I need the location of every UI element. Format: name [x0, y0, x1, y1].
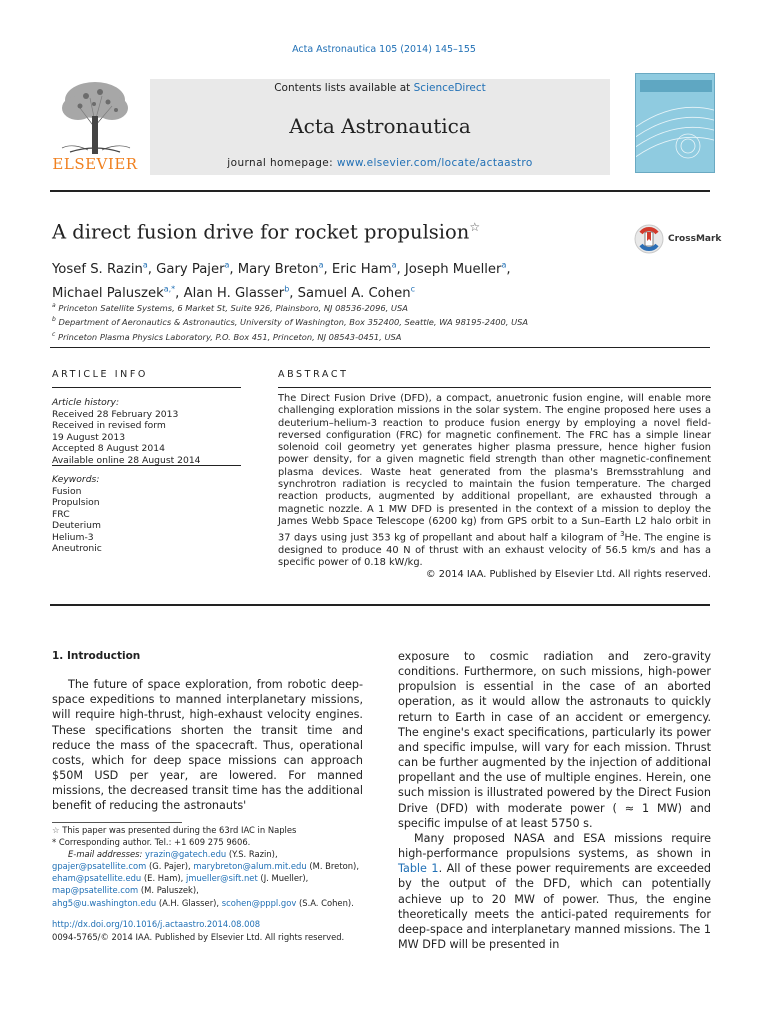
- abstract-text: The Direct Fusion Drive (DFD), a compact, anuetronic fusion engine, will enable more challenging exploration missions in the solar system. The engine proposed here uses a deuterium–helium-3 reaction to produce fusion energy by employing a novel field-reversed configuration (FRC) for magnetic confinement. The FRC has a simple linear solenoid coil geometry yet generates higher plasma pressure, hence higher fusion power density, for a given magnetic field strength than other magnetic-confinement plasma devices. Waste heat generated from the plasma's Bremsstrahlung and synchrotron radiation is recycled to maintain the fusion temperature. The charged reaction products, augmented by additional propellant, are exhausted through a magnetic nozzle. A 1 MW DFD is presented in the context of a mission to deploy the James Webb Space Telescope (6200 kg) from GPS orbit to a Sun–Earth L2 halo orbit in 37 days using just 353 kg of propellant and about half a kilogram of: [278, 393, 711, 544]
- history-item: Received in revised form: [52, 420, 166, 431]
- author[interactable]: Joseph Mueller$^a$,: [404, 261, 511, 278]
- abstract-body: [278, 393, 711, 582]
- author-list: [52, 256, 672, 303]
- intro-paragraph: Many proposed NASA and ESA missions require high-performance propulsions systems, as shown in Table 1. All of these power requirements are exceeded by the output of the DFD, which can potentially achieve up to 20 MW of power. Thus, the engine theoretically meets the antici-pated requirements for deep-space and interplanetary manned missions. The 1 MW DFD will be presented in: [398, 831, 711, 951]
- email-link[interactable]: ahg5@u.washington.edu: [52, 897, 157, 908]
- affiliation-b: $^b$ Department of Aeronautics & Astronautics, University of Washington, Box 352400, Seattle, WA 98195-2400, USA: [52, 316, 529, 328]
- footnotes: [52, 824, 372, 909]
- author[interactable]: Michael Paluszek$^{a,*}$,: [52, 284, 184, 301]
- footnote-emails-cont: eham@psatellite.edu (E. Ham), jmueller@sift.net (J. Mueller),: [52, 873, 309, 884]
- email-link[interactable]: jmueller@sift.net: [185, 873, 258, 884]
- footnote-star: ☆ This paper was presented during the 63rd IAC in Naples: [52, 825, 297, 835]
- article-info-rule: [52, 387, 241, 388]
- intro-paragraph: exposure to cosmic radiation and zero-gravity conditions. Furthermore, on such missions, high-power propulsion is essential in the case of an aborted operation, as it would allow the astronauts to quickly return to Earth in case of an accident or emergency. The engine's exact specifications, particularly its power and specific impulse, will vary for each mission. Thrust can be further augmented by the injection of additional propellant and the use of multiple engines. Herein, one such mission is illustrated powered by the Direct Fusion Drive (DFD) with moderate power ( ≈ 1 MW) and specific impulse of at least 5750 s.: [398, 650, 711, 830]
- header-divider: [50, 190, 710, 192]
- footnote-emails: E-mail addresses: yrazin@gatech.edu (Y.S. Razin),: [68, 849, 278, 860]
- keyword: Aneutronic: [52, 543, 102, 554]
- contents-lists-line: [150, 82, 610, 94]
- homepage-prefix: journal homepage:: [227, 157, 334, 169]
- sciencedirect-link[interactable]: ScienceDirect: [413, 82, 486, 94]
- contents-prefix: Contents lists available at: [274, 82, 411, 94]
- abstract-rule: [278, 387, 711, 388]
- history-label: Article history:: [52, 397, 120, 408]
- doi-link[interactable]: http://dx.doi.org/10.1016/j.actaastro.2014.08.008: [52, 919, 261, 929]
- journal-citation-link[interactable]: Acta Astronautica 105 (2014) 145–155: [292, 44, 476, 55]
- keywords-rule: [52, 465, 241, 466]
- intro-paragraph: The future of space exploration, from robotic deep-space expeditions to manned interplanetary missions, will require high-thrust, high-exhaust velocity engines. These specifications shorten the transit time and reduce the mass of the spacecraft. Thus, operational costs, which for deep space missions can approach $50M USD per year, are lowered. For manned missions, the decreased transit time has the additional benefit of reducing the astronauts': [52, 678, 363, 813]
- author[interactable]: Mary Breton$^a$,: [237, 261, 332, 278]
- affiliation-c: $^c$ Princeton Plasma Physics Laboratory, P.O. Box 451, Princeton, NJ 08543-0451, USA: [52, 330, 402, 342]
- keyword: FRC: [52, 508, 70, 520]
- publisher-wordmark: ELSEVIER: [52, 155, 138, 173]
- front-matter-divider: [50, 604, 710, 606]
- history-item: 19 August 2013: [52, 431, 126, 443]
- intro-left-column: [52, 649, 363, 814]
- affiliations: [52, 300, 672, 343]
- email-link[interactable]: marybreton@alum.mit.edu: [193, 861, 307, 872]
- table-1-link[interactable]: Table 1: [398, 862, 439, 876]
- author[interactable]: Yosef S. Razin$^a$,: [52, 261, 157, 278]
- abstract-text-cont: He. The engine is designed to produce 40 N of thrust with an exhaust velocity of 56.5 km/s and has a specific power of 0.18 kW/kg.: [278, 532, 711, 569]
- issn-copyright: 0094-5765/© 2014 IAA. Published by Elsevier Ltd. All rights reserved.: [52, 932, 345, 942]
- journal-name: Acta Astronautica: [289, 114, 471, 138]
- email-link[interactable]: gpajer@psatellite.com: [52, 861, 147, 872]
- footnote-corresponding: * Corresponding author. Tel.: +1 609 275 9606.: [52, 837, 251, 848]
- author[interactable]: Eric Ham$^a$,: [331, 261, 405, 278]
- email-link[interactable]: eham@psatellite.edu: [52, 873, 142, 884]
- crossmark-label: CrossMark: [668, 234, 722, 244]
- isotope-superscript: 3: [620, 530, 625, 539]
- abstract-copyright: © 2014 IAA. Published by Elsevier Ltd. All rights reserved.: [425, 569, 711, 581]
- footnote-emails-cont: ahg5@u.washington.edu (A.H. Glasser), scohen@pppl.gov (S.A. Cohen).: [52, 897, 354, 908]
- footnote-emails-cont: gpajer@psatellite.com (G. Pajer), marybreton@alum.mit.edu (M. Breton),: [52, 861, 359, 872]
- footnote-rule: [52, 822, 182, 823]
- email-link[interactable]: yrazin@gatech.edu: [145, 849, 227, 860]
- abstract-heading: ABSTRACT: [278, 369, 349, 380]
- article-info-heading: ARTICLE INFO: [52, 369, 149, 380]
- keyword: Helium-3: [52, 531, 94, 543]
- keyword: Deuterium: [52, 520, 101, 531]
- title-footnote-star[interactable]: ☆: [469, 220, 481, 234]
- history-item: Received 28 February 2013: [52, 408, 179, 420]
- footnote-emails-cont: map@psatellite.com (M. Paluszek),: [52, 885, 199, 896]
- author[interactable]: Gary Pajer$^a$,: [156, 261, 238, 278]
- author[interactable]: Alan H. Glasser$^b$,: [183, 284, 298, 301]
- affiliation-a: $^a$ Princeton Satellite Systems, 6 Market St, Suite 926, Plainsboro, NJ 08536-2096, USA: [52, 302, 408, 313]
- article-history: [52, 397, 242, 466]
- keyword: Fusion: [52, 485, 82, 497]
- journal-homepage-line: [150, 157, 610, 169]
- section-heading-introduction: 1. Introduction: [52, 650, 141, 662]
- homepage-link[interactable]: www.elsevier.com/locate/actaastro: [336, 157, 533, 169]
- history-item: Available online 28 August 2014: [52, 454, 201, 466]
- title-divider: [50, 347, 710, 348]
- email-link[interactable]: scohen@pppl.gov: [221, 897, 297, 908]
- history-item: Accepted 8 August 2014: [52, 443, 165, 454]
- intro-right-column: [398, 649, 711, 952]
- keywords-label: Keywords:: [52, 474, 100, 485]
- author[interactable]: Samuel A. Cohen$^c$: [297, 284, 415, 301]
- keywords: [52, 474, 242, 555]
- article-title: [52, 220, 480, 244]
- email-link[interactable]: map@psatellite.com: [52, 885, 139, 896]
- journal-cover-thumbnail[interactable]: [635, 73, 715, 173]
- keyword: Propulsion: [52, 497, 100, 508]
- article-title-text: A direct fusion drive for rocket propulsion: [52, 220, 470, 244]
